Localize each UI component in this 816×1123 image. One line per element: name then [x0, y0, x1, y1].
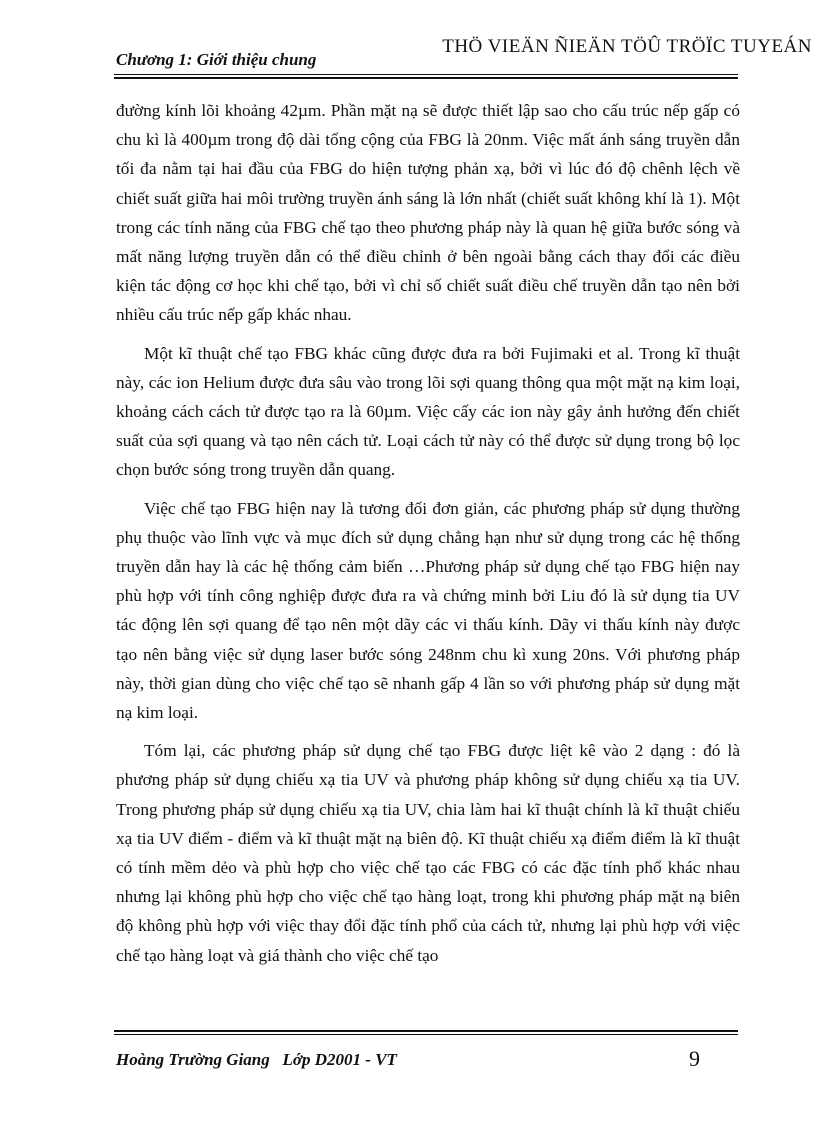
paragraph-1: đường kính lõi khoảng 42µm. Phần mặt nạ sẽ được thiết lập sao cho cấu trúc nếp gấp có chu kì là 400µm trong độ dài tổng cộng của FBG là 20nm. Việc mất ánh sáng truyền dẫn tối đa nằm tại hai đầu của FBG do hiện tượng phản xạ, bởi vì lúc đó độ chênh lệch về chiết suất giữa hai môi trường truyền ánh sáng là lớn nhất (chiết suất không khí là 1). Một trong các tính năng của FBG chế tạo theo phương pháp này là quan hệ giữa bước sóng và mất năng lượng truyền dẫn có thể điều chỉnh ở bên ngoài bằng cách thay đổi các điều kiện tác động cơ học khi chế tạo, bởi vì chỉ số chiết suất điều chế truyền dẫn tạo nên bởi nhiều cấu trúc nếp gấp khác nhau.: [116, 101, 740, 325]
paragraph-4: Tóm lại, các phương pháp sử dụng chế tạo FBG được liệt kê vào 2 dạng : đó là phương pháp sử dụng chiếu xạ tia UV và phương pháp không sử dụng chiếu xạ tia UV. Trong phương pháp sử dụng chiếu xạ tia UV, chia làm hai kĩ thuật chính là kĩ thuật chiếu xạ tia UV điểm - điểm và kĩ thuật mặt nạ biên độ. Kĩ thuật chiếu xạ điểm điểm là kĩ thuật có tính mềm dẻo và phù hợp cho việc chế tạo các FBG có các đặc tính phổ khác nhau nhưng lại không phù hợp cho việc chế tạo hàng loạt, trong khi phương pháp mặt nạ biên độ không phù hợp với việc thay đổi đặc tính phổ của cách tử, nhưng lại phù hợp với việc chế tạo hàng loạt và giá thành cho việc chế tạo: [116, 741, 740, 965]
body-text: [116, 96, 740, 979]
page-number: 9: [689, 1046, 700, 1071]
chapter-title: Chương 1: Giới thiệu chung: [116, 50, 317, 69]
footer-author: Hoàng Trường Giang Lớp D2001 - VT: [116, 1050, 397, 1069]
paragraph-3: Việc chế tạo FBG hiện nay là tương đối đơn giản, các phương pháp sử dụng thường phụ thuộc vào lĩnh vực và mục đích sử dụng chẳng hạn như sử dụng trong các hệ thống truyền dẫn hay là các hệ thống cảm biến …Phương pháp sử dụng chế tạo FBG hiện nay phù hợp với tính công nghiệp được đưa ra và chứng minh bởi Liu đó là sử dụng tia UV tác động lên sợi quang để tạo nên một dãy các vi thấu kính. Dãy vi thấu kính này được tạo nên bằng việc sử dụng laser bước sóng 248nm chu kì xung 20ns. Với phương pháp này, thời gian dùng cho việc chế tạo sẽ nhanh gấp 4 lần so với phương pháp sử dụng mặt nạ kim loại.: [116, 498, 740, 723]
paragraph-2: Một kĩ thuật chế tạo FBG khác cũng được đưa ra bởi Fujimaki et al. Trong kĩ thuật này, các ion Helium được đưa sâu vào trong lõi sợi quang thông qua một mặt nạ kim loại, khoảng cách cách tử được tạo ra là 60µm. Việc cấy các ion này gây ảnh hưởng đến chiết suất của sợi quang và tạo nên cách tử. Loại cách tử này có thể được sử dụng trong bộ lọc chọn bước sóng trong truyền dẫn quang.: [116, 343, 740, 480]
header-divider: [114, 74, 738, 79]
footer-divider: [114, 1030, 738, 1035]
watermark-text: THÖ VIEÄN ÑIEÄN TÖÛ TRÖÏC TUYEÁN: [442, 36, 812, 57]
